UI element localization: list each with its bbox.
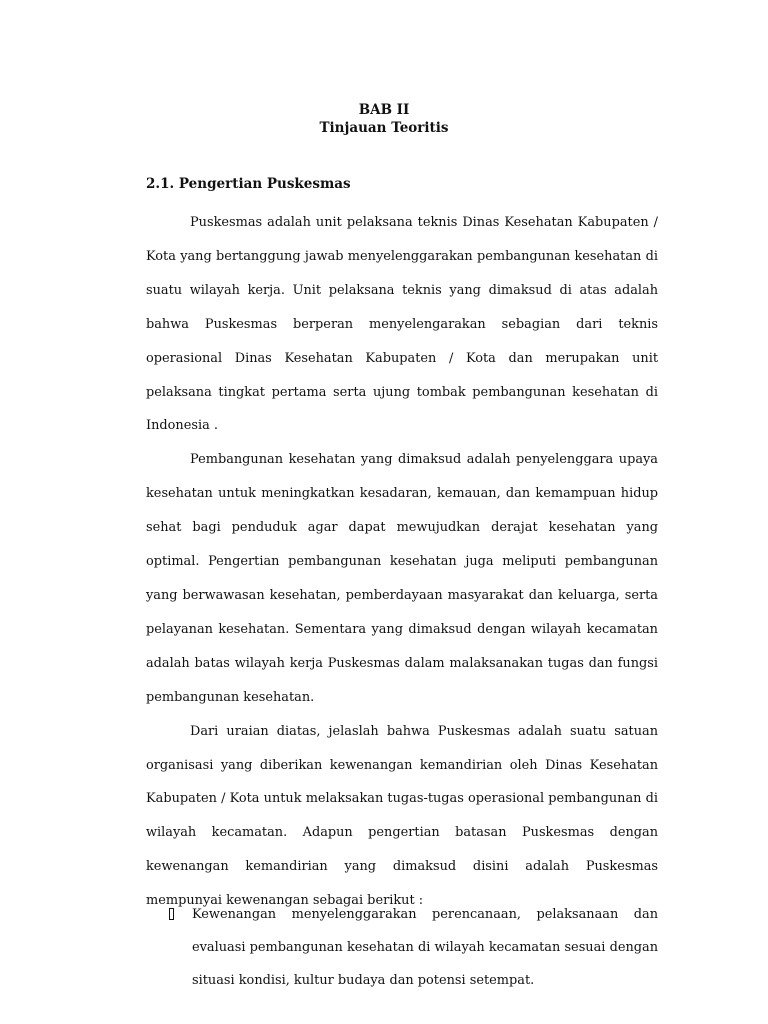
chapter-title: Tinjauan Teoritis bbox=[319, 120, 449, 136]
bullet-list bbox=[146, 898, 658, 997]
paragraph-3: Dari uraian diatas, jelaslah bahwa Puskesmas adalah suatu satuan organisasi yang diberikan kewenangan kemandirian oleh Dinas Kesehatan Kabupaten / Kota untuk melaksakan tugas-tugas operasional pembangunan di wilayah kecamatan. Adapun pengertian batasan Puskesmas dengan kewenangan kemandirian yang dimaksud disini adalah Puskesmas mempunyai kewenangan sebagai berikut : bbox=[146, 723, 658, 909]
chapter-number: BAB II bbox=[358, 102, 410, 118]
bullet-box-icon bbox=[169, 908, 174, 920]
body-text bbox=[146, 206, 658, 918]
paragraph-1: Puskesmas adalah unit pelaksana teknis Dinas Kesehatan Kabupaten / Kota yang bertanggung jawab menyelenggarakan pembangunan kesehatan di suatu wilayah kerja. Unit pelaksana teknis yang dimaksud di atas adalah bahwa Puskesmas berperan menyelengarakan sebagian dari teknis operasional Dinas Kesehatan Kabupaten / Kota dan merupakan unit pelaksana tingkat pertama serta ujung tombak pembangunan kesehatan di Indonesia . bbox=[146, 215, 658, 434]
paragraph-2: Pembangunan kesehatan yang dimaksud adalah penyelenggara upaya kesehatan untuk meningkatkan kesadaran, kemauan, dan kemampuan hidup sehat bagi penduduk agar dapat mewujudkan derajat kesehatan yang optimal. Pengertian pembangunan kesehatan juga meliputi pembangunan yang berwawasan kesehatan, pemberdayaan masyarakat dan keluarga, serta pelayanan kesehatan. Sementara yang dimaksud dengan wilayah kecamatan adalah batas wilayah kerja Puskesmas dalam malaksanakan tugas dan fungsi pembangunan kesehatan. bbox=[146, 452, 658, 705]
section-heading: 2.1. Pengertian Puskesmas bbox=[146, 176, 351, 192]
list-item bbox=[146, 898, 658, 997]
bullet-text: Kewenangan menyelenggarakan perencanaan, pelaksanaan dan evaluasi pembangunan kesehatan di wilayah kecamatan sesuai dengan situasi kondisi, kultur budaya dan potensi setempat. bbox=[192, 907, 658, 988]
